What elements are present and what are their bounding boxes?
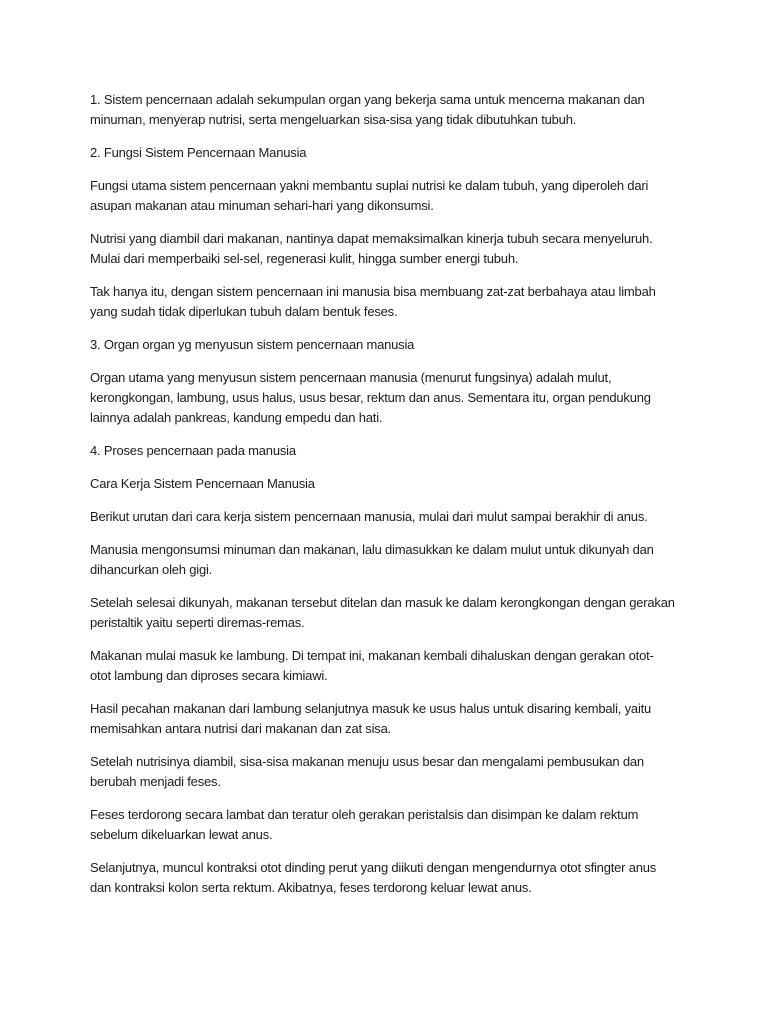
text-line: 3. Organ organ yg menyusun sistem pencernaan manusia	[90, 337, 415, 352]
text-line: asupan makanan atau minuman sehari-hari yang dikonsumsi.	[90, 198, 434, 213]
text-line: Fungsi utama sistem pencernaan yakni membantu suplai nutrisi ke dalam tubuh, yang diperoleh dari	[90, 178, 649, 193]
text-line: yang sudah tidak diperlukan tubuh dalam bentuk feses.	[90, 304, 398, 319]
text-line: Setelah nutrisinya diambil, sisa-sisa makanan menuju usus besar dan mengalami pembusukan dan	[90, 754, 644, 769]
text-line: lainnya adalah pankreas, kandung empedu dan hati.	[90, 410, 383, 425]
paragraph-step-anus	[90, 858, 730, 898]
paragraph-step-kerongkongan	[90, 593, 730, 633]
text-line: Berikut urutan dari cara kerja sistem pencernaan manusia, mulai dari mulut sampai berakhir di anus.	[90, 509, 648, 524]
text-line: dan kontraksi kolon serta rektum. Akibatnya, feses terdorong keluar lewat anus.	[90, 880, 532, 895]
text-line: memisahkan antara nutrisi dari makanan dan zat sisa.	[90, 721, 392, 736]
subheading-cara-kerja	[90, 474, 730, 494]
text-line: Makanan mulai masuk ke lambung. Di tempat ini, makanan kembali dihaluskan dengan gerakan otot-	[90, 648, 654, 663]
paragraph-step-usus-halus	[90, 699, 730, 739]
paragraph-step-lambung	[90, 646, 730, 686]
text-line: minuman, menyerap nutrisi, serta mengeluarkan sisa-sisa yang tidak dibutuhkan tubuh.	[90, 112, 577, 127]
text-line: sebelum dikeluarkan lewat anus.	[90, 827, 273, 842]
text-line: Tak hanya itu, dengan sistem pencernaan ini manusia bisa membuang zat-zat berbahaya atau limbah	[90, 284, 656, 299]
text-line: Manusia mengonsumsi minuman dan makanan, lalu dimasukkan ke dalam mulut untuk dikunyah dan	[90, 542, 654, 557]
text-line: Hasil pecahan makanan dari lambung selanjutnya masuk ke usus halus untuk disaring kembali, yaitu	[90, 701, 652, 716]
text-line: peristaltik yaitu seperti diremas-remas.	[90, 615, 305, 630]
text-line: Selanjutnya, muncul kontraksi otot dinding perut yang diikuti dengan mengendurnya otot sfingter anus	[90, 860, 657, 875]
paragraph-step-mulut	[90, 540, 730, 580]
section-heading-1	[90, 90, 730, 130]
text-line: Cara Kerja Sistem Pencernaan Manusia	[90, 476, 315, 491]
text-line: Nutrisi yang diambil dari makanan, nantinya dapat memaksimalkan kinerja tubuh secara menyeluruh.	[90, 231, 653, 246]
text-line: berubah menjadi feses.	[90, 774, 221, 789]
text-line: Feses terdorong secara lambat dan teratur oleh gerakan peristalsis dan disimpan ke dalam rektum	[90, 807, 639, 822]
section-heading-4	[90, 441, 730, 461]
text-line: kerongkongan, lambung, usus halus, usus besar, rektum dan anus. Sementara itu, organ pendukung	[90, 390, 651, 405]
text-line: 1. Sistem pencernaan adalah sekumpulan organ yang bekerja sama untuk mencerna makanan dan	[90, 92, 645, 107]
paragraph-nutrisi	[90, 229, 730, 269]
text-line: dihancurkan oleh gigi.	[90, 562, 213, 577]
text-line: 4. Proses pencernaan pada manusia	[90, 443, 296, 458]
section-heading-3	[90, 335, 730, 355]
paragraph-organ-utama	[90, 368, 730, 428]
text-line: Organ utama yang menyusun sistem pencernaan manusia (menurut fungsinya) adalah mulut,	[90, 370, 612, 385]
paragraph-berikut-urutan	[90, 507, 730, 527]
text-line: Mulai dari memperbaiki sel-sel, regenerasi kulit, hingga sumber energi tubuh.	[90, 251, 519, 266]
text-line: otot lambung dan diproses secara kimiawi.	[90, 668, 328, 683]
document-body	[90, 90, 730, 911]
paragraph-fungsi-utama	[90, 176, 730, 216]
paragraph-step-rektum	[90, 805, 730, 845]
paragraph-step-usus-besar	[90, 752, 730, 792]
text-line: Setelah selesai dikunyah, makanan tersebut ditelan dan masuk ke dalam kerongkongan dengan gerakan	[90, 595, 675, 610]
text-line: 2. Fungsi Sistem Pencernaan Manusia	[90, 145, 307, 160]
paragraph-tak-hanya-itu	[90, 282, 730, 322]
section-heading-2	[90, 143, 730, 163]
